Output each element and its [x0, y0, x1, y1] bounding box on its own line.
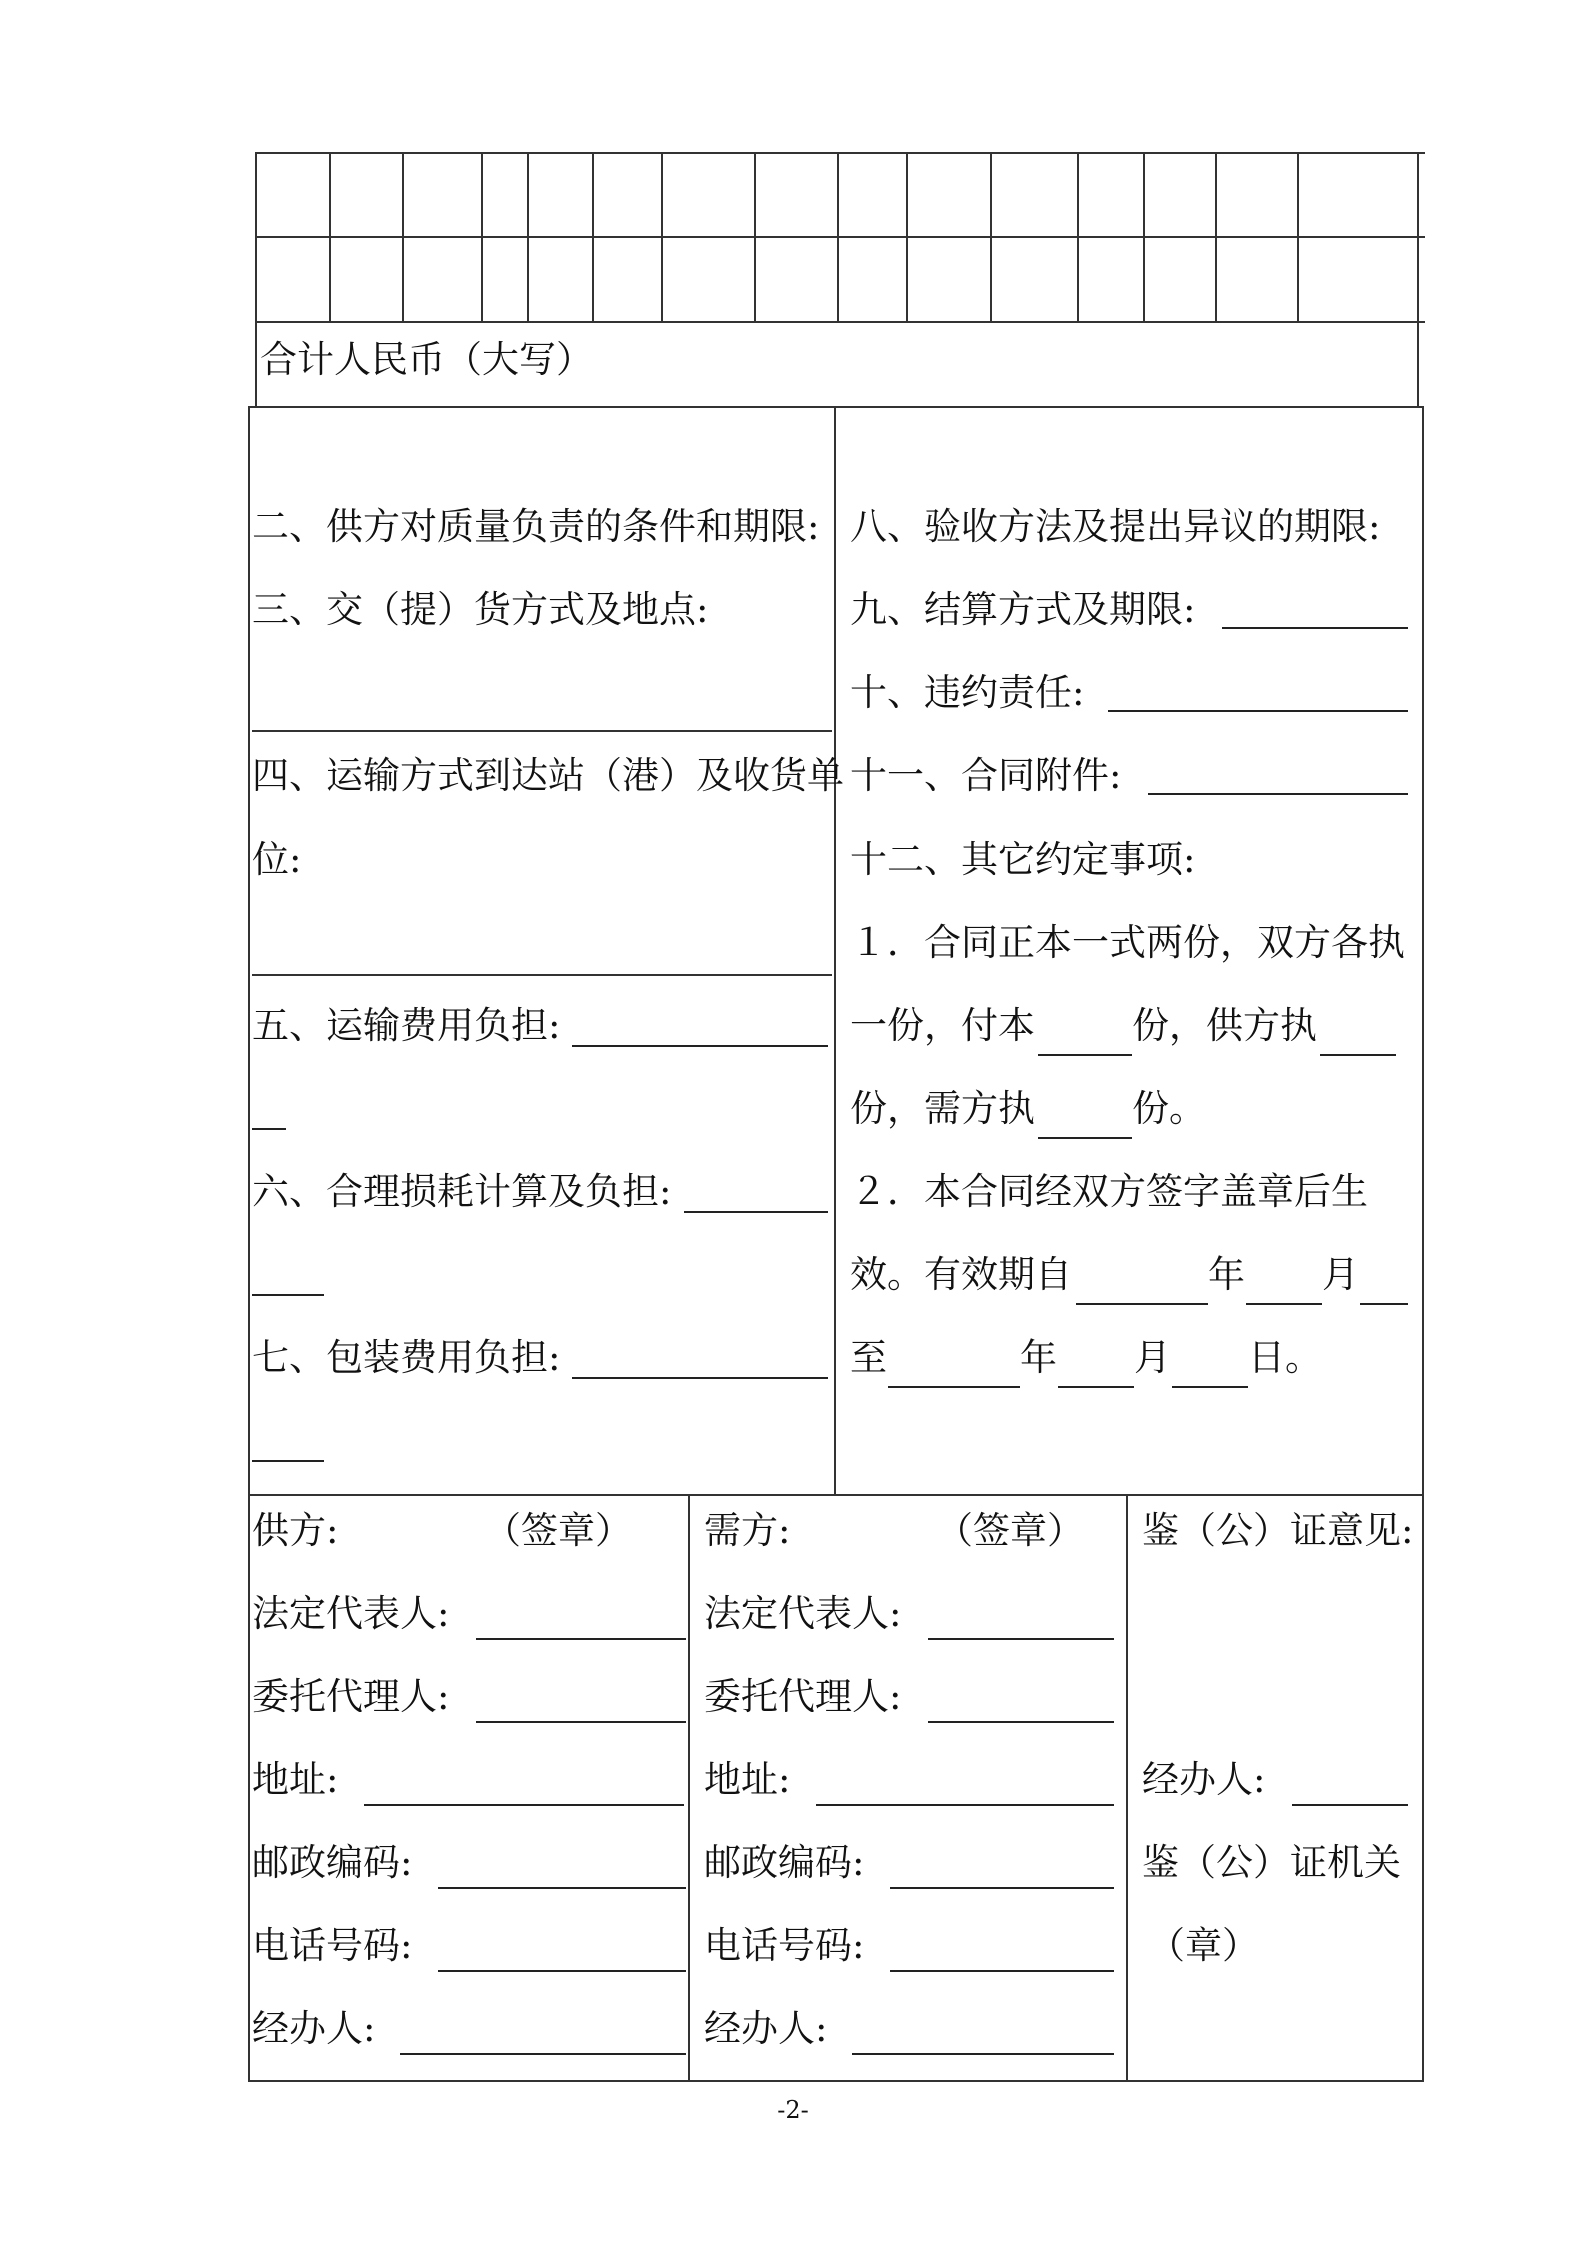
- buyer-postcode-field[interactable]: [890, 1887, 1114, 1889]
- grid-line: [592, 152, 594, 322]
- term-6-loss-calculation: 六、合理损耗计算及负担:: [252, 1170, 672, 1213]
- clause-1-line1: １．合同正本一式两份，双方各执: [850, 921, 1405, 964]
- page-number: -2-: [777, 2096, 809, 2124]
- buyer-agent-label: 委托代理人:: [704, 1675, 902, 1718]
- term-10-blank-field[interactable]: [1108, 710, 1408, 712]
- term-7-blank-field-cont[interactable]: [252, 1460, 324, 1462]
- section-divider: [252, 974, 832, 976]
- term-5-blank-field[interactable]: [572, 1045, 828, 1047]
- end-day-label: 日。: [1248, 1336, 1322, 1379]
- grid-line: [481, 152, 483, 322]
- section-divider: [252, 730, 832, 732]
- supplier-legal-rep-field[interactable]: [476, 1638, 686, 1640]
- supplier-handler-field[interactable]: [400, 2053, 686, 2055]
- end-day-blank[interactable]: [1172, 1386, 1248, 1388]
- grid-line: [990, 152, 992, 322]
- supplier-address-field[interactable]: [364, 1804, 684, 1806]
- grid-line: [255, 236, 1425, 238]
- term-7-blank-field[interactable]: [572, 1377, 828, 1379]
- buyer-agent-field[interactable]: [928, 1721, 1114, 1723]
- term-2-quality-conditions: 二、供方对质量负责的条件和期限:: [252, 505, 820, 548]
- supplier-postcode-label: 邮政编码:: [252, 1841, 413, 1884]
- end-year-blank[interactable]: [888, 1386, 1020, 1388]
- buyer-seal: （签章）: [936, 1509, 1084, 1552]
- clause-1-line3-a: 份，需方执: [850, 1087, 1035, 1130]
- grid-line: [661, 152, 663, 322]
- buyer-legal-rep-label: 法定代表人:: [704, 1592, 902, 1635]
- grid-line: [1143, 152, 1145, 322]
- supplier-copies-blank[interactable]: [1320, 1054, 1396, 1056]
- term-5-transport-cost: 五、运输费用负担:: [252, 1004, 561, 1047]
- supplier-address-label: 地址:: [252, 1758, 339, 1801]
- grid-line: [527, 152, 529, 322]
- clause-1-line2-b: 份，供方执: [1132, 1004, 1317, 1047]
- notary-seal-label: （章）: [1148, 1924, 1259, 1967]
- end-month-blank[interactable]: [1058, 1386, 1134, 1388]
- term-11-attachments: 十一、合同附件:: [850, 754, 1122, 797]
- buyer-copies-blank[interactable]: [1038, 1137, 1132, 1139]
- grid-line: [1215, 152, 1217, 322]
- grid-line: [1297, 152, 1299, 322]
- frame-line: [248, 406, 1424, 408]
- supplier-handler-label: 经办人:: [252, 2007, 376, 2050]
- notary-opinion-label: 鉴（公）证意见:: [1142, 1509, 1414, 1552]
- total-rmb-label: 合计人民币（大写）: [260, 338, 593, 381]
- frame-line: [248, 1494, 1424, 1496]
- supplier-phone-label: 电话号码:: [252, 1924, 413, 1967]
- term-7-packaging-cost: 七、包装费用负担:: [252, 1336, 561, 1379]
- frame-line: [1126, 1494, 1128, 2082]
- buyer-phone-label: 电话号码:: [704, 1924, 865, 1967]
- buyer-phone-field[interactable]: [890, 1970, 1114, 1972]
- clause-2-line2-a: 效。有效期自: [850, 1253, 1072, 1296]
- grid-line: [329, 152, 331, 322]
- grid-line: [754, 152, 756, 322]
- notary-authority-label: 鉴（公）证机关: [1142, 1841, 1401, 1884]
- start-month-blank[interactable]: [1246, 1303, 1322, 1305]
- buyer-handler-field[interactable]: [852, 2053, 1114, 2055]
- term-6-blank-field-cont[interactable]: [252, 1294, 324, 1296]
- term-9-settlement: 九、结算方式及期限:: [850, 588, 1196, 631]
- buyer-address-field[interactable]: [816, 1804, 1114, 1806]
- start-day-blank[interactable]: [1360, 1303, 1408, 1305]
- grid-line: [255, 152, 257, 406]
- term-11-blank-field[interactable]: [1148, 793, 1408, 795]
- frame-line: [834, 406, 836, 1494]
- grid-line: [1417, 152, 1419, 406]
- grid-line: [1077, 152, 1079, 322]
- grid-line: [906, 152, 908, 322]
- buyer-legal-rep-field[interactable]: [928, 1638, 1114, 1640]
- term-6-blank-field[interactable]: [684, 1211, 828, 1213]
- notary-handler-label: 经办人:: [1142, 1758, 1266, 1801]
- frame-line: [248, 2080, 1424, 2082]
- term-4-transport-line2: 位:: [252, 838, 302, 881]
- buyer-address-label: 地址:: [704, 1758, 791, 1801]
- clause-1-line2-a: 一份，付本: [850, 1004, 1035, 1047]
- term-3-delivery-method: 三、交（提）货方式及地点:: [252, 588, 709, 631]
- supplier-label: 供方:: [252, 1509, 339, 1552]
- term-8-acceptance: 八、验收方法及提出异议的期限:: [850, 505, 1381, 548]
- buyer-handler-label: 经办人:: [704, 2007, 828, 2050]
- grid-line: [255, 321, 1425, 323]
- frame-line: [248, 406, 250, 2082]
- end-month-label: 月: [1134, 1336, 1171, 1379]
- supplier-postcode-field[interactable]: [438, 1887, 686, 1889]
- notary-handler-field[interactable]: [1292, 1804, 1408, 1806]
- supplier-legal-rep-label: 法定代表人:: [252, 1592, 450, 1635]
- supplier-agent-field[interactable]: [476, 1721, 686, 1723]
- copies-blank[interactable]: [1038, 1054, 1132, 1056]
- buyer-label: 需方:: [704, 1509, 791, 1552]
- grid-line: [255, 152, 1425, 154]
- term-5-blank-field-cont[interactable]: [252, 1128, 286, 1130]
- buyer-postcode-label: 邮政编码:: [704, 1841, 865, 1884]
- supplier-phone-field[interactable]: [438, 1970, 686, 1972]
- supplier-agent-label: 委托代理人:: [252, 1675, 450, 1718]
- start-month-label: 月: [1322, 1253, 1359, 1296]
- term-9-blank-field[interactable]: [1222, 627, 1408, 629]
- clause-2-line1: ２．本合同经双方签字盖章后生: [850, 1170, 1368, 1213]
- term-4-transport-line1: 四、运输方式到达站（港）及收货单: [252, 754, 844, 797]
- grid-line: [402, 152, 404, 322]
- clause-1-line3-b: 份。: [1132, 1087, 1206, 1130]
- frame-line: [688, 1494, 690, 2082]
- term-12-other-matters: 十二、其它约定事项:: [850, 838, 1196, 881]
- start-year-label: 年: [1208, 1253, 1245, 1296]
- end-year-label: 年: [1020, 1336, 1057, 1379]
- start-year-blank[interactable]: [1076, 1303, 1208, 1305]
- frame-line: [1422, 406, 1424, 2082]
- clause-2-line3-a: 至: [850, 1336, 887, 1379]
- supplier-seal: （签章）: [484, 1509, 632, 1552]
- term-10-liability: 十、违约责任:: [850, 671, 1085, 714]
- grid-line: [837, 152, 839, 322]
